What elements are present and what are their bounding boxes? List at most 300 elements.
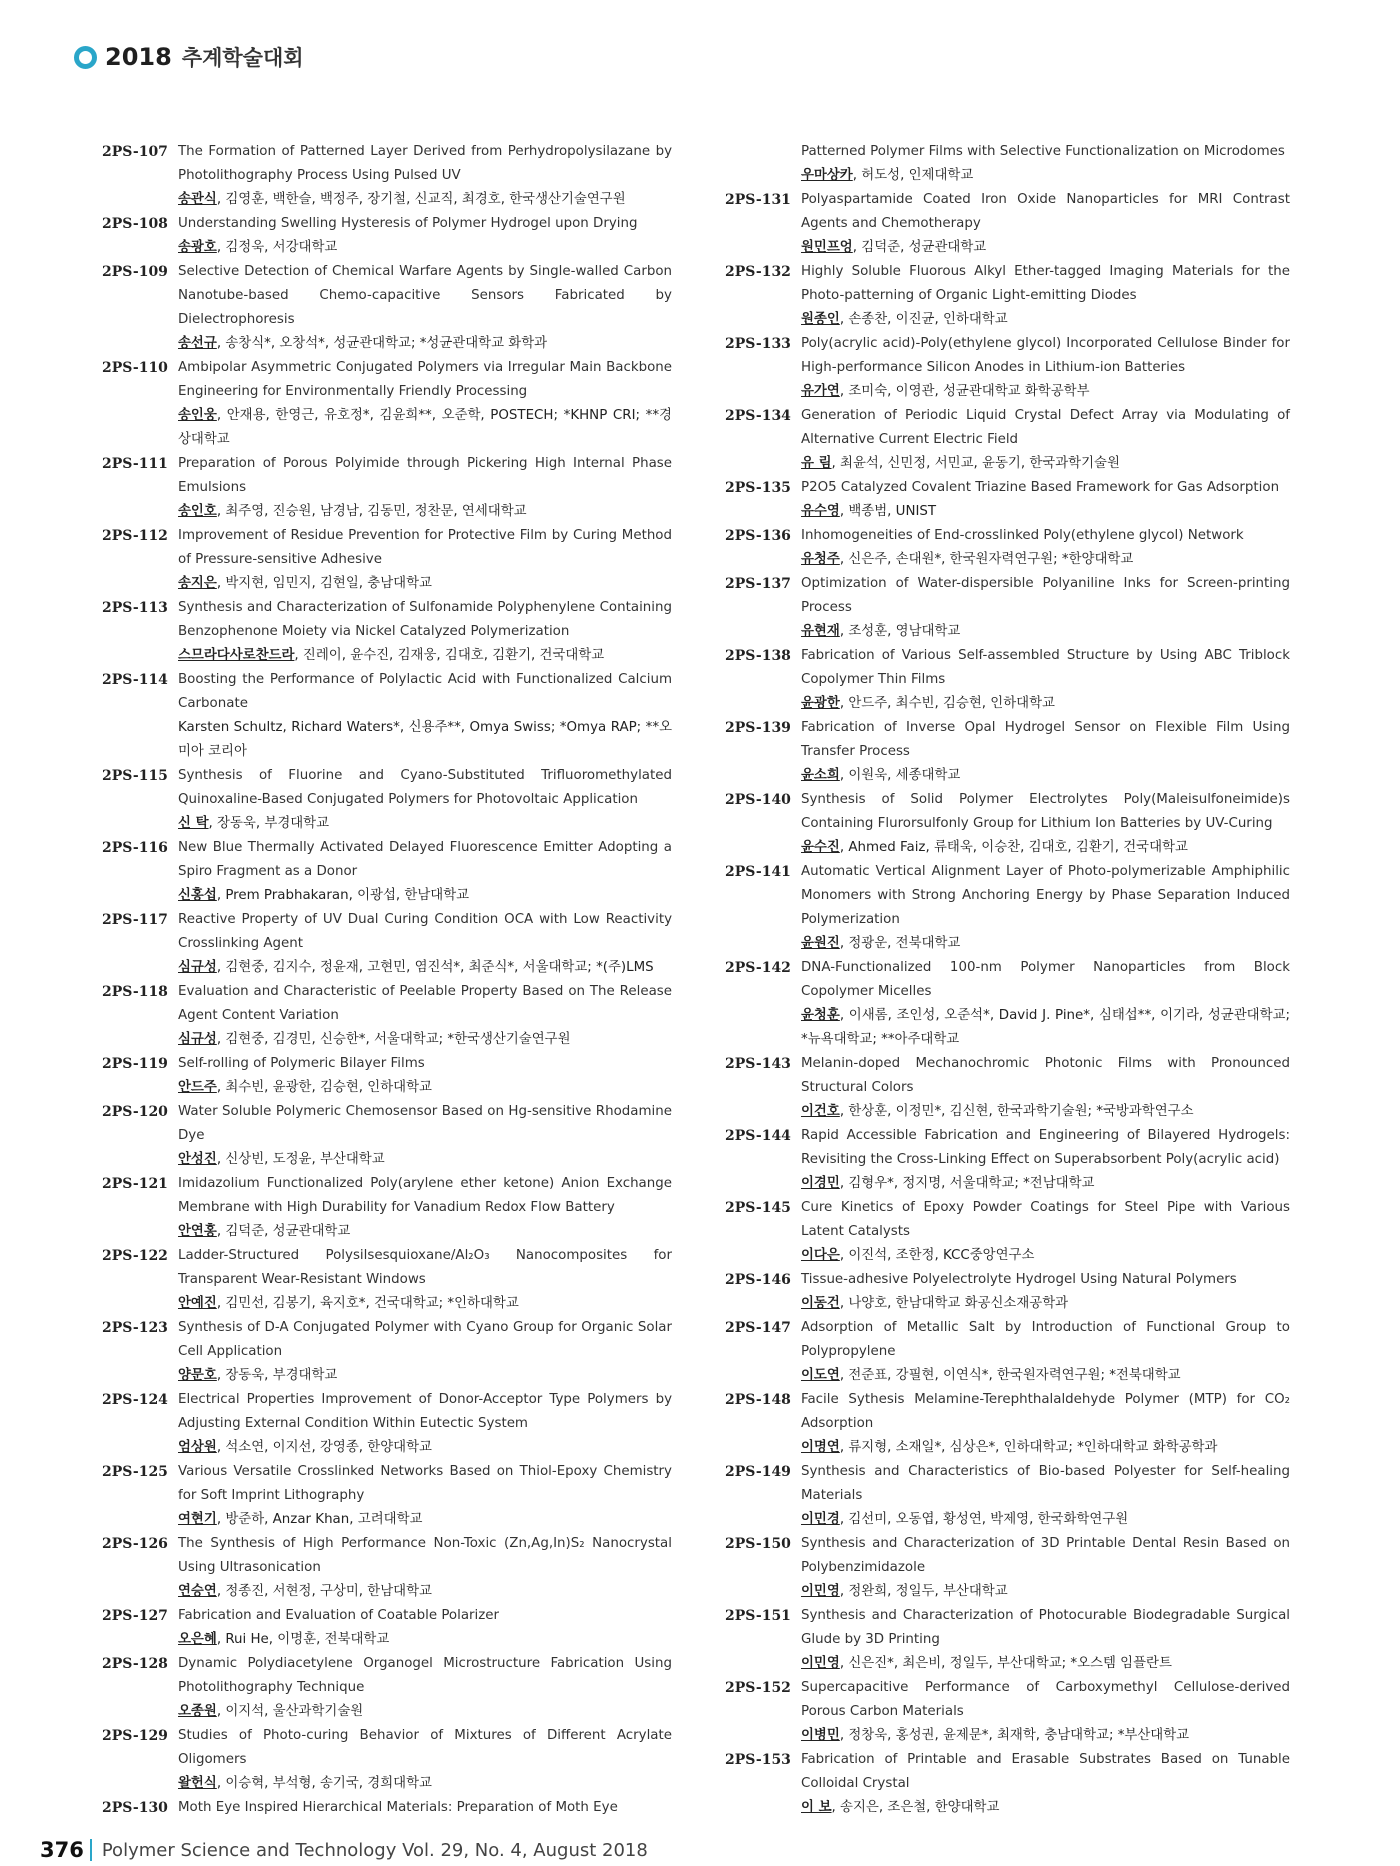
footer-divider xyxy=(90,1839,92,1861)
co-authors: , 석소연, 이지선, 강영종, 한양대학교 xyxy=(216,1440,432,1455)
author-list xyxy=(178,1292,672,1316)
co-authors: , 신은진*, 최은비, 정일두, 부산대학교; *오스템 임플란트 xyxy=(839,1656,1172,1671)
co-authors: , 김현중, 김경민, 신승한*, 서울대학교; *한국생산기술연구원 xyxy=(216,1032,571,1047)
presenter-name: 송광호 xyxy=(178,240,217,255)
abstract-title: Preparation of Porous Polyimide through Pickering High Internal Phase Emulsions xyxy=(178,456,672,495)
abstract-entry xyxy=(102,1460,672,1532)
abstract-title: Dynamic Polydiacetylene Organogel Microstructure Fabrication Using Photolithography Technique xyxy=(178,1656,672,1695)
co-authors: , 김영훈, 백한슬, 백정주, 장기철, 신교직, 최경호, 한국생산기술연구원 xyxy=(216,192,626,207)
co-authors: , 신은주, 손대원*, 한국원자력연구원; *한양대학교 xyxy=(839,552,1134,567)
co-authors: , 손종찬, 이진균, 인하대학교 xyxy=(839,312,1008,327)
abstract-title: Poly(acrylic acid)-Poly(ethylene glycol) Incorporated Cellulose Binder for High-performance Silicon Anodes in Lithium-ion Batteries xyxy=(801,336,1290,375)
abstract-body xyxy=(178,524,672,596)
abstract-code: 2PS-149 xyxy=(725,1464,791,1480)
abstract-code: 2PS-132 xyxy=(725,264,791,280)
page-header xyxy=(74,42,304,72)
abstract-entry xyxy=(102,908,672,980)
abstract-code: 2PS-120 xyxy=(102,1104,168,1120)
abstract-title: Inhomogeneities of End-crosslinked Poly(ethylene glycol) Network xyxy=(801,528,1244,543)
presenter-name: 안연홍 xyxy=(178,1224,217,1239)
abstract-entry xyxy=(725,1388,1290,1460)
abstract-entry xyxy=(102,1316,672,1388)
abstract-code: 2PS-114 xyxy=(102,672,168,688)
abstract-title: Automatic Vertical Alignment Layer of Photo-polymerizable Amphiphilic Monomers with Strong Anchoring Energy by Phase Separation Induced Polymerization xyxy=(801,864,1290,927)
presenter-name: 심규성 xyxy=(178,960,217,975)
abstract-title: Boosting the Performance of Polylactic Acid with Functionalized Calcium Carbonate xyxy=(178,672,672,711)
abstract-body xyxy=(178,1052,672,1100)
presenter-name: 윤소희 xyxy=(801,768,840,783)
abstract-title: Evaluation and Characteristic of Peelable Property Based on The Release Agent Content Variation xyxy=(178,984,672,1023)
abstract-body xyxy=(178,1604,672,1652)
abstract-entry xyxy=(725,1268,1290,1316)
presenter-name: 이도연 xyxy=(801,1368,840,1383)
abstract-title: Various Versatile Crosslinked Networks Based on Thiol-Epoxy Chemistry for Soft Imprint Lithography xyxy=(178,1464,672,1503)
abstract-body xyxy=(801,1268,1290,1316)
abstract-entry xyxy=(102,1052,672,1100)
author-list xyxy=(178,1436,672,1460)
abstract-body xyxy=(178,596,672,668)
abstract-body xyxy=(801,572,1290,644)
journal-info: Polymer Science and Technology Vol. 29, No. 4, August 2018 xyxy=(101,1839,648,1861)
presenter-name: 여현기 xyxy=(178,1512,217,1527)
abstract-code: 2PS-109 xyxy=(102,264,168,280)
co-authors: , 이새롬, 조인성, 오준석*, David J. Pine*, 심태섭**, 이기라, 성균관대학교; *뉴욕대학교; **아주대학교 xyxy=(801,1008,1290,1047)
abstract-entry xyxy=(725,1316,1290,1388)
co-authors: , Prem Prabhakaran, 이광섭, 한남대학교 xyxy=(216,888,470,903)
abstract-code: 2PS-138 xyxy=(725,648,791,664)
abstract-code: 2PS-145 xyxy=(725,1200,791,1216)
co-authors: , 진레이, 윤수진, 김재웅, 김대호, 김환기, 건국대학교 xyxy=(294,648,605,663)
author-list xyxy=(801,1508,1290,1532)
abstract-entry xyxy=(725,572,1290,644)
presenter-name: 신홍섭 xyxy=(178,888,217,903)
left-column xyxy=(102,140,672,1820)
abstract-title: DNA-Functionalized 100-nm Polymer Nanoparticles from Block Copolymer Micelles xyxy=(801,960,1290,999)
abstract-entry xyxy=(102,1388,672,1460)
abstract-title: Imidazolium Functionalized Poly(arylene ether ketone) Anion Exchange Membrane with High Durability for Vanadium Redox Flow Battery xyxy=(178,1176,672,1215)
presenter-name: 이민경 xyxy=(801,1512,840,1527)
abstract-body xyxy=(178,212,672,260)
abstract-entry xyxy=(725,1460,1290,1532)
presenter-name: 이다은 xyxy=(801,1248,840,1263)
presenter-name: 이민영 xyxy=(801,1656,840,1671)
abstract-body xyxy=(178,1652,672,1724)
abstract-entry xyxy=(725,1532,1290,1604)
co-authors: , Ahmed Faiz, 류태욱, 이승찬, 김대호, 김환기, 건국대학교 xyxy=(839,840,1188,855)
presenter-name: 송지은 xyxy=(178,576,217,591)
abstract-body xyxy=(801,332,1290,404)
co-authors: , 송창식*, 오창석*, 성균관대학교; *성균관대학교 화학과 xyxy=(216,336,548,351)
co-authors: , 류지형, 소재일*, 심상은*, 인하대학교; *인하대학교 화학공학과 xyxy=(839,1440,1218,1455)
abstract-code: 2PS-131 xyxy=(725,192,791,208)
abstract-body xyxy=(801,1460,1290,1532)
abstract-body xyxy=(801,404,1290,476)
abstract-body xyxy=(178,1532,672,1604)
author-list xyxy=(801,620,1290,644)
abstract-code: 2PS-108 xyxy=(102,216,168,232)
abstract-title: Improvement of Residue Prevention for Protective Film by Curing Method of Pressure-sensitive Adhesive xyxy=(178,528,672,567)
abstract-title: Reactive Property of UV Dual Curing Condition OCA with Low Reactivity Crosslinking Agent xyxy=(178,912,672,951)
abstract-title: Rapid Accessible Fabrication and Engineering of Bilayered Hydrogels: Revisiting the Cross-Linking Effect on Superabsorbent Poly(acrylic acid) xyxy=(801,1128,1290,1167)
abstract-code: 2PS-107 xyxy=(102,144,168,160)
abstract-entry xyxy=(725,260,1290,332)
author-list xyxy=(178,884,672,908)
abstract-entry xyxy=(725,1748,1290,1820)
presenter-name: 송인웅 xyxy=(178,408,217,423)
abstract-title: Self-rolling of Polymeric Bilayer Films xyxy=(178,1056,425,1071)
abstract-code: 2PS-117 xyxy=(102,912,168,928)
header-year: 2018 xyxy=(105,43,172,71)
author-list xyxy=(801,452,1290,476)
presenter-name: 안성진 xyxy=(178,1152,217,1167)
abstract-body xyxy=(801,1052,1290,1124)
co-authors: , 조미숙, 이영관, 성균관대학교 화학공학부 xyxy=(839,384,1090,399)
abstract-code: 2PS-127 xyxy=(102,1608,168,1624)
abstract-body xyxy=(178,1460,672,1532)
author-list xyxy=(178,1508,672,1532)
abstract-title: Melanin-doped Mechanochromic Photonic Films with Pronounced Structural Colors xyxy=(801,1056,1290,1095)
abstract-entry xyxy=(102,1100,672,1172)
abstract-body xyxy=(178,1100,672,1172)
abstract-code: 2PS-143 xyxy=(725,1056,791,1072)
abstract-code: 2PS-142 xyxy=(725,960,791,976)
author-list xyxy=(801,1724,1290,1748)
abstract-body xyxy=(178,356,672,452)
abstract-body xyxy=(801,788,1290,860)
abstract-body xyxy=(178,1172,672,1244)
abstract-body xyxy=(801,1316,1290,1388)
co-authors: , 허도성, 인제대학교 xyxy=(852,168,974,183)
abstract-title: Fabrication of Printable and Erasable Substrates Based on Tunable Colloidal Crystal xyxy=(801,1752,1290,1791)
abstract-title: Facile Sythesis Melamine-Terephthalaldehyde Polymer (MTP) for CO₂ Adsorption xyxy=(801,1392,1290,1431)
abstract-title: Synthesis and Characteristics of Bio-based Polyester for Self-healing Materials xyxy=(801,1464,1290,1503)
co-authors: , 백종범, UNIST xyxy=(839,504,937,519)
abstract-code: 2PS-119 xyxy=(102,1056,168,1072)
abstract-title: The Synthesis of High Performance Non-Toxic (Zn,Ag,In)S₂ Nanocrystal Using Ultrasonication xyxy=(178,1536,672,1575)
abstract-code: 2PS-130 xyxy=(102,1800,168,1816)
author-list xyxy=(801,1100,1290,1124)
abstract-body xyxy=(178,668,672,764)
presenter-name: 심규성 xyxy=(178,1032,217,1047)
abstract-code: 2PS-111 xyxy=(102,456,168,472)
abstract-title: Understanding Swelling Hysteresis of Polymer Hydrogel upon Drying xyxy=(178,216,638,231)
author-list xyxy=(801,380,1290,404)
abstract-title: Selective Detection of Chemical Warfare Agents by Single-walled Carbon Nanotube-based Chemo-capacitive Sensors Fabricated by Dielectrophoresis xyxy=(178,264,672,327)
abstract-body xyxy=(801,1124,1290,1196)
abstract-body xyxy=(178,1316,672,1388)
abstract-body xyxy=(178,1244,672,1316)
abstract-entry xyxy=(725,476,1290,524)
abstract-entry xyxy=(102,212,672,260)
co-authors: , 이진석, 조한정, KCC중앙연구소 xyxy=(839,1248,1035,1263)
header-title: 추계학술대회 xyxy=(181,46,304,70)
abstract-body xyxy=(178,836,672,908)
presenter-name: 송관식 xyxy=(178,192,217,207)
co-authors: , 정종진, 서현정, 구상미, 한남대학교 xyxy=(216,1584,432,1599)
abstract-entry xyxy=(725,1124,1290,1196)
co-authors: , 김덕준, 성균관대학교 xyxy=(216,1224,351,1239)
abstract-body xyxy=(178,452,672,524)
author-list xyxy=(801,1172,1290,1196)
abstract-title: Fabrication of Inverse Opal Hydrogel Sensor on Flexible Film Using Transfer Process xyxy=(801,720,1290,759)
co-authors: , 조성훈, 영남대학교 xyxy=(839,624,961,639)
abstract-entry xyxy=(102,836,672,908)
abstract-entry xyxy=(102,1796,672,1820)
co-authors: Karsten Schultz, Richard Waters*, 신용주**, Omya Swiss; *Omya RAP; **오미아 코리아 xyxy=(178,720,672,759)
co-authors: , 한상훈, 이정민*, 김신현, 한국과학기술원; *국방과학연구소 xyxy=(839,1104,1194,1119)
presenter-name: 스므라다사로찬드라 xyxy=(178,648,295,663)
co-authors: , 정광운, 전북대학교 xyxy=(839,936,961,951)
co-authors: , 신상빈, 도정윤, 부산대학교 xyxy=(216,1152,385,1167)
presenter-name: 이건호 xyxy=(801,1104,840,1119)
co-authors: , 전준표, 강필현, 이연식*, 한국원자력연구원; *전북대학교 xyxy=(839,1368,1181,1383)
presenter-name: 이 보 xyxy=(801,1800,832,1815)
abstract-title: Generation of Periodic Liquid Crystal Defect Array via Modulating of Alternative Current Electric Field xyxy=(801,408,1290,447)
co-authors: , 나양호, 한남대학교 화공신소재공학과 xyxy=(839,1296,1069,1311)
abstract-body xyxy=(178,764,672,836)
author-list xyxy=(178,956,672,980)
author-list xyxy=(178,812,672,836)
abstract-code: 2PS-141 xyxy=(725,864,791,880)
abstract-code: 2PS-126 xyxy=(102,1536,168,1552)
abstract-body xyxy=(801,260,1290,332)
author-list xyxy=(801,1244,1290,1268)
co-authors: , 장동욱, 부경대학교 xyxy=(208,816,330,831)
abstract-code: 2PS-134 xyxy=(725,408,791,424)
abstract-entry xyxy=(102,1532,672,1604)
abstract-code: 2PS-124 xyxy=(102,1392,168,1408)
author-list xyxy=(801,1364,1290,1388)
author-list xyxy=(801,836,1290,860)
abstract-title: The Formation of Patterned Layer Derived from Perhydropolysilazane by Photolithography Process Using Pulsed UV xyxy=(178,144,672,183)
co-authors: , 이원욱, 세종대학교 xyxy=(839,768,961,783)
abstract-entry xyxy=(102,1244,672,1316)
abstract-code: 2PS-118 xyxy=(102,984,168,1000)
presenter-name: 이동건 xyxy=(801,1296,840,1311)
co-authors: , 안드주, 최수빈, 김승현, 인하대학교 xyxy=(839,696,1055,711)
abstract-entry xyxy=(725,1604,1290,1676)
abstract-entry xyxy=(102,140,672,212)
abstract-entry xyxy=(102,1172,672,1244)
abstract-entry xyxy=(102,1604,672,1652)
author-list xyxy=(801,1004,1290,1052)
author-list xyxy=(801,932,1290,956)
abstract-title: Adsorption of Metallic Salt by Introduction of Functional Group to Polypropylene xyxy=(801,1320,1290,1359)
abstract-entry xyxy=(102,524,672,596)
author-list xyxy=(178,716,672,764)
co-authors: , 최수빈, 윤광한, 김승현, 인하대학교 xyxy=(216,1080,432,1095)
co-authors: , 최윤석, 신민정, 서민교, 윤동기, 한국과학기술원 xyxy=(831,456,1120,471)
abstract-body xyxy=(801,1604,1290,1676)
author-list xyxy=(801,1580,1290,1604)
abstract-title: Synthesis and Characterization of 3D Printable Dental Resin Based on Polybenzimidazole xyxy=(801,1536,1290,1575)
abstract-title: Ambipolar Asymmetric Conjugated Polymers via Irregular Main Backbone Engineering for Environmentally Friendly Processing xyxy=(178,360,672,399)
abstract-code: 2PS-140 xyxy=(725,792,791,808)
presenter-name: 왈헌식 xyxy=(178,1776,217,1791)
presenter-name: 원민프엉 xyxy=(801,240,853,255)
author-list xyxy=(178,1700,672,1724)
abstract-title: Synthesis and Characterization of Sulfonamide Polyphenylene Containing Benzophenone Moiety via Nickel Catalyzed Polymerization xyxy=(178,600,672,639)
presenter-name: 이경민 xyxy=(801,1176,840,1191)
abstract-entry xyxy=(102,764,672,836)
author-list xyxy=(801,1292,1290,1316)
abstract-body xyxy=(801,1196,1290,1268)
abstract-entry xyxy=(725,956,1290,1052)
abstract-title: P2O5 Catalyzed Covalent Triazine Based Framework for Gas Adsorption xyxy=(801,480,1280,495)
abstract-body xyxy=(801,956,1290,1052)
abstract-body xyxy=(178,260,672,356)
presenter-name: 윤원진 xyxy=(801,936,840,951)
abstract-title: Tissue-adhesive Polyelectrolyte Hydrogel Using Natural Polymers xyxy=(801,1272,1237,1287)
abstract-title: Polyaspartamide Coated Iron Oxide Nanoparticles for MRI Contrast Agents and Chemotherapy xyxy=(801,192,1290,231)
presenter-name: 신 탁 xyxy=(178,816,209,831)
abstract-code: 2PS-129 xyxy=(102,1728,168,1744)
abstract-body xyxy=(178,908,672,980)
abstract-code: 2PS-133 xyxy=(725,336,791,352)
abstract-title: Optimization of Water-dispersible Polyaniline Inks for Screen-printing Process xyxy=(801,576,1290,615)
page-number: 376 xyxy=(40,1838,84,1862)
co-authors: , 안재용, 한영근, 유호정*, 김윤희**, 오준학, POSTECH; *KHNP CRI; **경상대학교 xyxy=(178,408,672,447)
abstract-entry xyxy=(725,524,1290,572)
abstract-entry xyxy=(102,668,672,764)
abstract-code: 2PS-148 xyxy=(725,1392,791,1408)
presenter-name: 이병민 xyxy=(801,1728,840,1743)
author-list xyxy=(801,1436,1290,1460)
co-authors: , 방준하, Anzar Khan, 고려대학교 xyxy=(216,1512,423,1527)
abstract-body xyxy=(801,188,1290,260)
author-list xyxy=(178,500,672,524)
author-list xyxy=(801,692,1290,716)
author-list xyxy=(801,500,1290,524)
presenter-name: 이민영 xyxy=(801,1584,840,1599)
co-authors: , 김형우*, 정지명, 서울대학교; *전남대학교 xyxy=(839,1176,1095,1191)
presenter-name: 유 림 xyxy=(801,456,832,471)
abstract-body xyxy=(801,716,1290,788)
abstract-code: 2PS-128 xyxy=(102,1656,168,1672)
presenter-name: 원종인 xyxy=(801,312,840,327)
abstract-code: 2PS-153 xyxy=(725,1752,791,1768)
presenter-name: 오은혜 xyxy=(178,1632,217,1647)
author-list xyxy=(178,236,672,260)
abstract-title: Fabrication and Evaluation of Coatable Polarizer xyxy=(178,1608,500,1623)
co-authors: , 김민선, 김봉기, 육지호*, 건국대학교; *인하대학교 xyxy=(216,1296,519,1311)
author-list xyxy=(178,1580,672,1604)
abstract-title: Supercapacitive Performance of Carboxymethyl Cellulose-derived Porous Carbon Materials xyxy=(801,1680,1290,1719)
abstract-body xyxy=(178,1724,672,1796)
author-list xyxy=(178,1364,672,1388)
abstract-entry xyxy=(725,788,1290,860)
abstract-body xyxy=(801,860,1290,956)
abstract-code: 2PS-151 xyxy=(725,1608,791,1624)
presenter-name: 유현재 xyxy=(801,624,840,639)
abstract-body xyxy=(178,1388,672,1460)
co-authors: , 박지현, 임민지, 김현일, 충남대학교 xyxy=(216,576,432,591)
abstract-entry xyxy=(725,716,1290,788)
abstract-entry xyxy=(725,332,1290,404)
abstract-code: 2PS-125 xyxy=(102,1464,168,1480)
abstract-entry xyxy=(725,188,1290,260)
abstract-body xyxy=(178,980,672,1052)
abstract-entry xyxy=(102,1652,672,1724)
presenter-name: 이명연 xyxy=(801,1440,840,1455)
abstract-code: 2PS-122 xyxy=(102,1248,168,1264)
abstract-body xyxy=(801,524,1290,572)
abstract-title: Synthesis of D-A Conjugated Polymer with Cyano Group for Organic Solar Cell Application xyxy=(178,1320,672,1359)
abstract-entry xyxy=(102,452,672,524)
abstract-title: New Blue Thermally Activated Delayed Fluorescence Emitter Adopting a Spiro Fragment as a Donor xyxy=(178,840,672,879)
presenter-name: 송선규 xyxy=(178,336,217,351)
abstract-code: 2PS-112 xyxy=(102,528,168,544)
co-authors: , 이승혁, 부석형, 송기국, 경희대학교 xyxy=(216,1776,432,1791)
presenter-name: 윤수진 xyxy=(801,840,840,855)
presenter-name: 연승연 xyxy=(178,1584,217,1599)
co-authors: , 정완희, 정일두, 부산대학교 xyxy=(839,1584,1008,1599)
author-list xyxy=(178,1220,672,1244)
abstract-code: 2PS-139 xyxy=(725,720,791,736)
author-list xyxy=(801,308,1290,332)
circle-bullet-icon xyxy=(74,46,97,69)
author-list xyxy=(178,1772,672,1796)
right-column xyxy=(725,140,1290,1820)
presenter-name: 엄상원 xyxy=(178,1440,217,1455)
presenter-name: 안예진 xyxy=(178,1296,217,1311)
author-list xyxy=(178,404,672,452)
abstract-entry xyxy=(725,644,1290,716)
abstract-code: 2PS-113 xyxy=(102,600,168,616)
abstract-entry xyxy=(725,1196,1290,1268)
presenter-name: 윤청훈 xyxy=(801,1008,840,1023)
presenter-name: 유수영 xyxy=(801,504,840,519)
author-list xyxy=(801,548,1290,572)
author-list xyxy=(178,188,672,212)
author-list xyxy=(178,1628,672,1652)
abstract-entry xyxy=(102,260,672,356)
abstract-code: 2PS-115 xyxy=(102,768,168,784)
author-list xyxy=(178,1028,672,1052)
abstract-title: Highly Soluble Fluorous Alkyl Ether-tagged Imaging Materials for the Photo-patterning of Organic Light-emitting Diodes xyxy=(801,264,1290,303)
abstract-title: Fabrication of Various Self-assembled Structure by Using ABC Triblock Copolymer Thin Films xyxy=(801,648,1290,687)
co-authors: , Rui He, 이명훈, 전북대학교 xyxy=(216,1632,390,1647)
presenter-name: 유청주 xyxy=(801,552,840,567)
abstract-title: Moth Eye Inspired Hierarchical Materials: Preparation of Moth Eye xyxy=(178,1800,618,1815)
co-authors: , 정창욱, 홍성권, 윤제문*, 최재학, 충남대학교; *부산대학교 xyxy=(839,1728,1190,1743)
abstract-code: 2PS-152 xyxy=(725,1680,791,1696)
abstract-entry xyxy=(725,860,1290,956)
abstract-body xyxy=(801,1748,1290,1820)
abstract-body xyxy=(801,644,1290,716)
presenter-name: 오종원 xyxy=(178,1704,217,1719)
presenter-name: 우마상카 xyxy=(801,168,853,183)
co-authors: , 김선미, 오동엽, 황성연, 박제영, 한국화학연구원 xyxy=(839,1512,1129,1527)
author-list xyxy=(801,1796,1290,1820)
presenter-name: 송인호 xyxy=(178,504,217,519)
author-list xyxy=(178,1076,672,1100)
abstract-body xyxy=(178,1796,672,1820)
co-authors: , 이지석, 울산과학기술원 xyxy=(216,1704,364,1719)
abstract-body xyxy=(801,1532,1290,1604)
author-list xyxy=(178,1148,672,1172)
presenter-name: 윤광한 xyxy=(801,696,840,711)
author-list xyxy=(178,572,672,596)
abstract-code: 2PS-123 xyxy=(102,1320,168,1336)
abstract-title: Synthesis of Fluorine and Cyano-Substituted Trifluoromethylated Quinoxaline-Based Conjugated Polymers for Photovoltaic Application xyxy=(178,768,672,807)
presenter-name: 양문호 xyxy=(178,1368,217,1383)
co-authors: , 김현중, 김지수, 정윤재, 고현민, 염진석*, 최준식*, 서울대학교; *(주)LMS xyxy=(216,960,654,975)
author-list xyxy=(178,332,672,356)
abstract-body xyxy=(178,140,672,212)
abstract-title: Studies of Photo-curing Behavior of Mixtures of Different Acrylate Oligomers xyxy=(178,1728,672,1767)
abstract-entry xyxy=(102,1724,672,1796)
